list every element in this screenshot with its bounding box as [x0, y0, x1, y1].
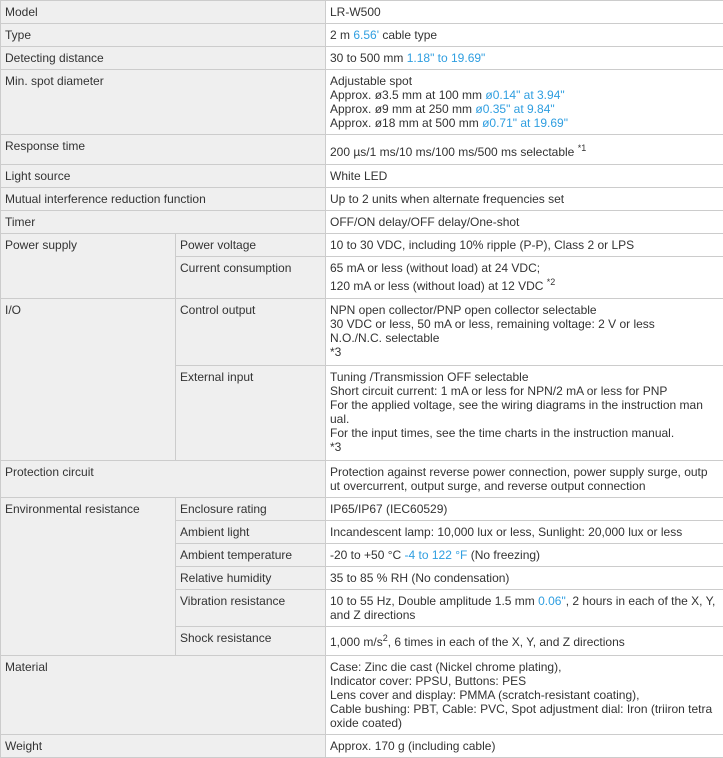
shock-exponent: 2: [383, 633, 388, 643]
vibration-duration: , 2 hours in each of the X, Y,: [566, 594, 716, 608]
current-footnote: *2: [547, 277, 556, 287]
response-time-footnote: *1: [578, 143, 587, 153]
value-type: [326, 24, 723, 47]
row-type: [1, 24, 723, 47]
distance-imperial: 1.18" to 19.69": [407, 51, 486, 65]
external-line-2: Short circuit current: 1 mA or less for NPN/2 mA or less for PNP: [330, 384, 719, 398]
distance-metric: 30 to 500 mm: [330, 51, 407, 65]
value-response-time: [326, 135, 723, 165]
label-model: Model: [1, 1, 326, 24]
value-material: [326, 656, 723, 735]
value-shock-resistance: [326, 627, 723, 656]
control-line-4: *3: [330, 345, 719, 359]
row-response-time: [1, 135, 723, 165]
control-line-1: NPN open collector/PNP open collector selectable: [330, 303, 719, 317]
protection-line-2: ut overcurrent, output surge, and reverse output connection: [330, 479, 719, 493]
current-line-2: [330, 279, 719, 293]
value-control-output: [326, 299, 723, 366]
label-enclosure-rating: Enclosure rating: [176, 498, 326, 521]
value-vibration-resistance: [326, 590, 723, 627]
label-mutual-interference: Mutual interference reduction function: [1, 188, 326, 211]
label-shock-resistance: Shock resistance: [176, 627, 326, 656]
label-protection-circuit: Protection circuit: [1, 461, 326, 498]
row-power-voltage: [1, 234, 723, 257]
shock-directions: , 6 times in each of the X, Y, and Z directions: [388, 635, 625, 649]
label-power-supply: Power supply: [1, 234, 176, 299]
label-vibration-resistance: Vibration resistance: [176, 590, 326, 627]
label-weight: Weight: [1, 735, 326, 758]
type-imperial: 6.56': [353, 28, 379, 42]
value-light-source: White LED: [326, 165, 723, 188]
row-timer: [1, 211, 723, 234]
row-protection-circuit: [1, 461, 723, 498]
row-light-source: [1, 165, 723, 188]
label-external-input: External input: [176, 366, 326, 461]
vibration-imperial: 0.06": [538, 594, 566, 608]
label-material: Material: [1, 656, 326, 735]
label-io: I/O: [1, 299, 176, 461]
external-line-5: For the input times, see the time charts in the instruction manual.: [330, 426, 719, 440]
material-line-2: Indicator cover: PPSU, Buttons: PES: [330, 674, 719, 688]
response-time-text: 200 µs/1 ms/10 ms/100 ms/500 ms selectable: [330, 145, 578, 159]
material-line-1: Case: Zinc die cast (Nickel chrome plating),: [330, 660, 719, 674]
control-line-2: 30 VDC or less, 50 mA or less, remaining voltage: 2 V or less: [330, 317, 719, 331]
spot-line-3: [330, 102, 719, 116]
spot-line-4-imperial: ø0.71" at 19.69": [482, 116, 568, 130]
external-line-4: ual.: [330, 412, 719, 426]
external-line-1: Tuning /Transmission OFF selectable: [330, 370, 719, 384]
label-control-output: Control output: [176, 299, 326, 366]
label-timer: Timer: [1, 211, 326, 234]
material-line-4: Cable bushing: PBT, Cable: PVC, Spot adjustment dial: Iron (triiron tetra: [330, 702, 719, 716]
vibration-line-2: and Z directions: [330, 608, 719, 622]
temp-celsius: -20 to +50 °C: [330, 548, 405, 562]
value-ambient-temperature: [326, 544, 723, 567]
spot-line-1: Adjustable spot: [330, 74, 719, 88]
spot-line-2-metric: Approx. ø3.5 mm at 100 mm: [330, 88, 485, 102]
temp-note: (No freezing): [467, 548, 540, 562]
spot-line-3-imperial: ø0.35" at 9.84": [475, 102, 554, 116]
value-weight: Approx. 170 g (including cable): [326, 735, 723, 758]
row-min-spot: [1, 70, 723, 135]
label-current-consumption: Current consumption: [176, 257, 326, 299]
row-weight: [1, 735, 723, 758]
spot-line-4: [330, 116, 719, 130]
value-current-consumption: [326, 257, 723, 299]
type-suffix: cable type: [379, 28, 437, 42]
row-enclosure-rating: [1, 498, 723, 521]
value-protection-circuit: [326, 461, 723, 498]
label-ambient-light: Ambient light: [176, 521, 326, 544]
label-relative-humidity: Relative humidity: [176, 567, 326, 590]
vibration-line-1: [330, 594, 719, 608]
label-min-spot: Min. spot diameter: [1, 70, 326, 135]
label-response-time: Response time: [1, 135, 326, 165]
spot-line-2: [330, 88, 719, 102]
spot-line-2-imperial: ø0.14" at 3.94": [485, 88, 564, 102]
spot-line-4-metric: Approx. ø18 mm at 500 mm: [330, 116, 482, 130]
material-line-3: Lens cover and display: PMMA (scratch-resistant coating),: [330, 688, 719, 702]
external-line-6: *3: [330, 440, 719, 454]
value-timer: OFF/ON delay/OFF delay/One-shot: [326, 211, 723, 234]
row-model: [1, 1, 723, 24]
shock-value: 1,000 m/s: [330, 635, 383, 649]
row-mutual-interference: [1, 188, 723, 211]
external-line-3: For the applied voltage, see the wiring diagrams in the instruction man: [330, 398, 719, 412]
current-line-2-text: 120 mA or less (without load) at 12 VDC: [330, 279, 547, 293]
current-line-1: 65 mA or less (without load) at 24 VDC;: [330, 261, 719, 275]
value-detecting-distance: [326, 47, 723, 70]
value-mutual-interference: Up to 2 units when alternate frequencies set: [326, 188, 723, 211]
material-line-5: oxide coated): [330, 716, 719, 730]
value-power-voltage: 10 to 30 VDC, including 10% ripple (P-P), Class 2 or LPS: [326, 234, 723, 257]
temp-fahrenheit: -4 to 122 °F: [405, 548, 468, 562]
type-metric: 2 m: [330, 28, 353, 42]
vibration-metric: 10 to 55 Hz, Double amplitude 1.5 mm: [330, 594, 538, 608]
value-relative-humidity: 35 to 85 % RH (No condensation): [326, 567, 723, 590]
value-ambient-light: Incandescent lamp: 10,000 lux or less, Sunlight: 20,000 lux or less: [326, 521, 723, 544]
label-detecting-distance: Detecting distance: [1, 47, 326, 70]
control-line-3: N.O./N.C. selectable: [330, 331, 719, 345]
row-material: [1, 656, 723, 735]
row-detecting-distance: [1, 47, 723, 70]
label-ambient-temperature: Ambient temperature: [176, 544, 326, 567]
label-environmental-resistance: Environmental resistance: [1, 498, 176, 656]
label-light-source: Light source: [1, 165, 326, 188]
value-external-input: [326, 366, 723, 461]
row-control-output: [1, 299, 723, 366]
label-power-voltage: Power voltage: [176, 234, 326, 257]
protection-line-1: Protection against reverse power connection, power supply surge, outp: [330, 465, 719, 479]
value-min-spot: [326, 70, 723, 135]
spot-line-3-metric: Approx. ø9 mm at 250 mm: [330, 102, 475, 116]
label-type: Type: [1, 24, 326, 47]
value-model: LR-W500: [326, 1, 723, 24]
value-enclosure-rating: IP65/IP67 (IEC60529): [326, 498, 723, 521]
